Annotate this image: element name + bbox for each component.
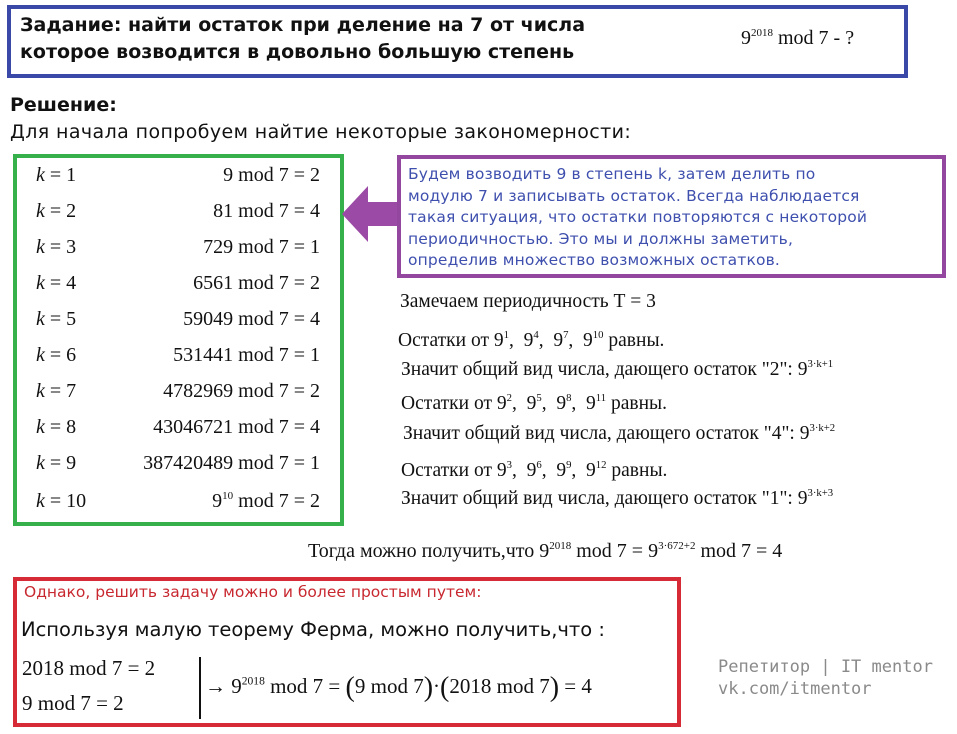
k-label: k = 6 bbox=[36, 344, 77, 366]
k-label: k = 5 bbox=[36, 308, 77, 330]
table-row bbox=[36, 157, 320, 193]
note-line: такая ситуация, что остатки повторяются с некоторой bbox=[408, 208, 868, 226]
group-3-remainders: Остатки от $9^3$, $9^6$, $9^9$, $9^{12}$ равны. bbox=[401, 458, 668, 481]
fermat-line-2: 9 mod 7 = 2 bbox=[22, 691, 124, 715]
table-row bbox=[36, 445, 320, 481]
power-mod: 59049 mod 7 = 4 bbox=[183, 308, 320, 330]
power-mod: 81 mod 7 = 4 bbox=[213, 200, 320, 222]
table-row bbox=[36, 193, 320, 229]
fermat-intro: Используя малую теорему Ферма, можно получить,что : bbox=[21, 618, 605, 641]
fermat-note: Однако, решить задачу можно и более простым путем: bbox=[24, 583, 482, 601]
note-line: периодичностью. Это мы и должны заметить, bbox=[408, 229, 794, 248]
task-formula: $9^{2018}$ mod 7 - ? bbox=[741, 26, 855, 49]
power-mod: 4782969 mod 7 = 2 bbox=[163, 380, 320, 402]
k-label: k = 9 bbox=[36, 452, 77, 474]
k-label: k = 4 bbox=[36, 272, 77, 294]
power-mod: 43046721 mod 7 = 4 bbox=[153, 416, 320, 438]
table-row bbox=[36, 483, 320, 519]
table-row bbox=[36, 301, 320, 337]
fermat-divider bbox=[199, 657, 201, 719]
k-label: k = 8 bbox=[36, 416, 77, 438]
power-mod: 6561 mod 7 = 2 bbox=[193, 272, 320, 294]
brand-line-2: vk.com/itmentor bbox=[718, 679, 872, 699]
table-row bbox=[36, 409, 320, 445]
task-line-1: Задание: найти остаток при деление на 7 от числа bbox=[20, 14, 586, 36]
table-row bbox=[36, 265, 320, 301]
period-text: Замечаем периодичность Т = 3 bbox=[400, 291, 656, 312]
k-label: k = 2 bbox=[36, 200, 77, 222]
brand-line-1: Репетитор | IT mentor bbox=[718, 657, 933, 677]
table-row bbox=[36, 373, 320, 409]
note-line: определив множество возможных остатков. bbox=[408, 251, 780, 269]
group-1-general: Значит общий вид числа, дающего остаток "2": $9^{3\cdot k+1}$ bbox=[401, 357, 834, 380]
task-line-2: которое возводится в довольно большую степень bbox=[20, 41, 575, 63]
k-label: k = 1 bbox=[36, 164, 77, 186]
conclusion: Тогда можно получить,что $9^{2018}$ mod $7 = 9^{3\cdot 672+2}$ mod 7 = 4 bbox=[308, 539, 783, 562]
group-3-general: Значит общий вид числа, дающего остаток "1": $9^{3\cdot k+3}$ bbox=[401, 486, 834, 509]
solution-intro: Для начала попробуем найтие некоторые закономерности: bbox=[10, 121, 632, 143]
k-label: k = 7 bbox=[36, 380, 77, 402]
power-mod: 729 mod 7 = 1 bbox=[203, 236, 320, 258]
table-row bbox=[36, 229, 320, 265]
power-mod: $9^{10}$ mod 7 = 2 bbox=[212, 489, 320, 512]
left-arrow-icon bbox=[342, 186, 400, 242]
note-line: Будем возводить 9 в степень k, затем делить по bbox=[408, 165, 816, 183]
power-mod: 387420489 mod 7 = 1 bbox=[143, 452, 320, 474]
note-text bbox=[408, 164, 943, 272]
k-label: k = 10 bbox=[36, 490, 87, 512]
task-text bbox=[20, 12, 720, 66]
power-mod: 9 mod 7 = 2 bbox=[223, 164, 320, 186]
fermat-line-1: 2018 mod 7 = 2 bbox=[22, 656, 156, 680]
group-2-remainders: Остатки от $9^2$, $9^5$, $9^8$, $9^{11}$ равны. bbox=[401, 391, 668, 414]
group-2-general: Значит общий вид числа, дающего остаток "4": $9^{3\cdot k+2}$ bbox=[403, 421, 836, 444]
group-1-remainders: Остатки от $9^1$, $9^4$, $9^7$, $9^{10}$ равны. bbox=[398, 328, 665, 351]
k-label: k = 3 bbox=[36, 236, 77, 258]
note-line: модулю 7 и записывать остаток. Всегда наблюдается bbox=[408, 186, 860, 205]
right-arrow-icon: → bbox=[205, 674, 226, 698]
solution-title: Решение: bbox=[10, 94, 117, 116]
power-mod: 531441 mod 7 = 1 bbox=[173, 344, 320, 366]
table-row bbox=[36, 337, 320, 373]
fermat-result: → $9^{2018}$ mod 7 = (9 mod 7)·(2018 mod 7) = 4 bbox=[205, 672, 592, 703]
